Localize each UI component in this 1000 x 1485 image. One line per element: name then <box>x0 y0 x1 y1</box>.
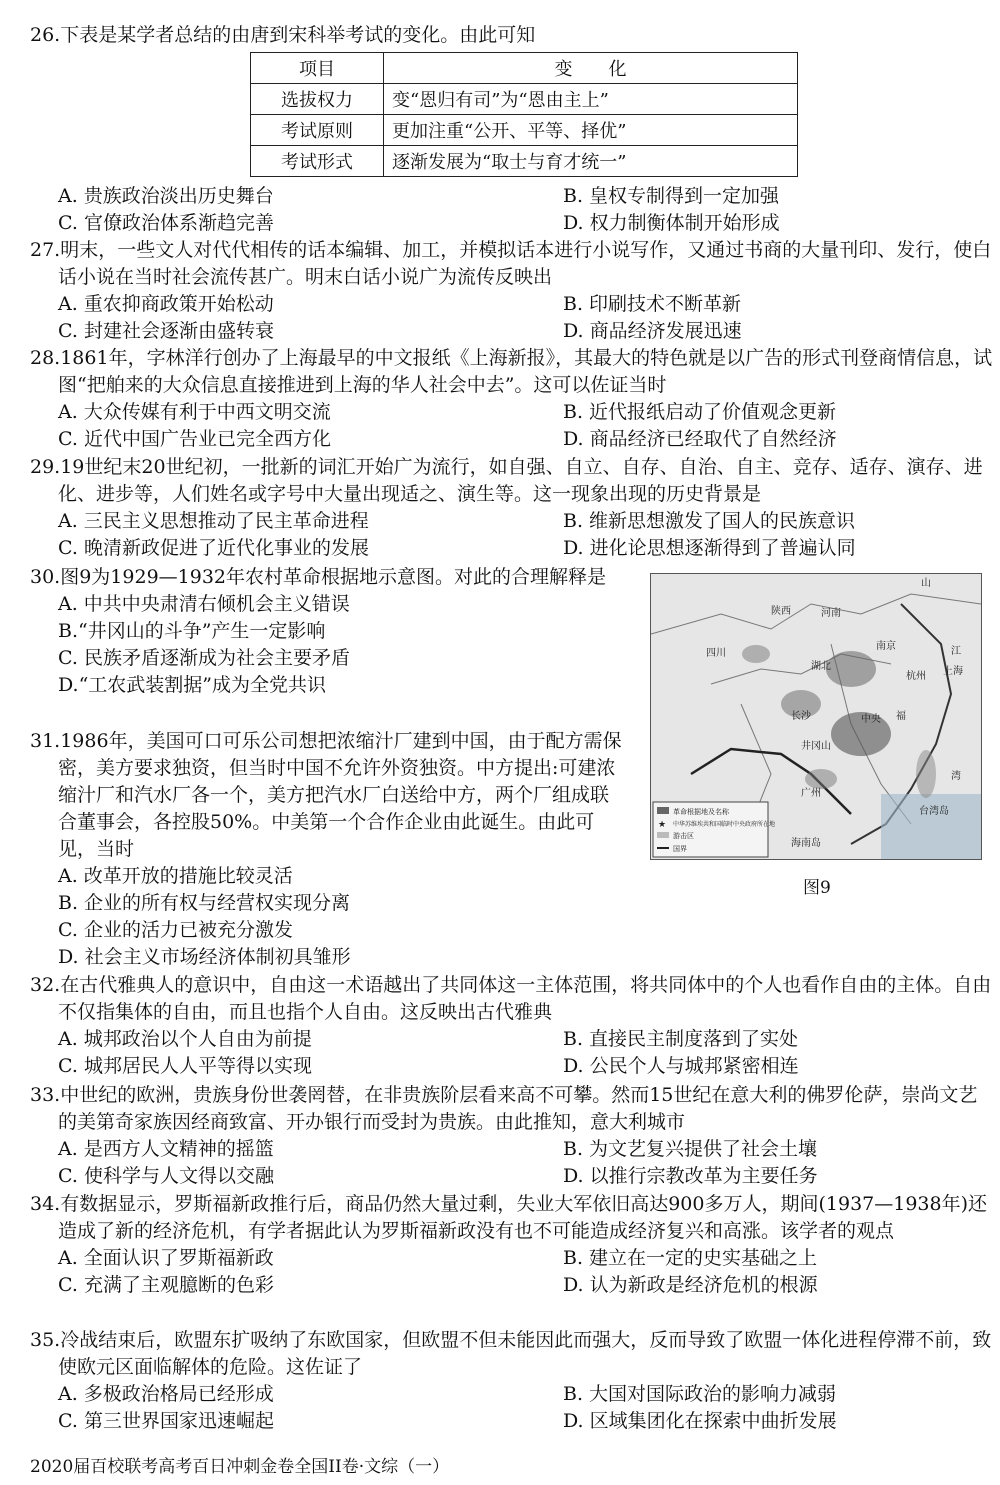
question-stem: 34.有数据显示，罗斯福新政推行后，商品仍然大量过剩，失业大军依旧高达900多万人，期间(1937—1938年)还造成了新的经济危机，有学者据此认为罗斯福新政没有也不可能造成经济复兴和高涨。该学者的观点 <box>30 1193 988 1242</box>
figure-caption: 图9 <box>803 878 831 898</box>
table-cell: 更加注重“公开、平等、择优” <box>384 115 798 146</box>
base-area-map <box>650 573 982 860</box>
option-c[interactable]: C. 近代中国广告业已完全西方化 <box>58 428 331 450</box>
table-cell: 考试形式 <box>251 146 384 177</box>
question-stem: 30.图9为1929—1932年农村革命根据地示意图。对此的合理解释是 <box>30 566 607 588</box>
map-label: 上海 <box>943 666 963 677</box>
option-c[interactable]: C. 充满了主观臆断的色彩 <box>58 1274 274 1296</box>
table-cell: 变“恩归有司”为“恩由主上” <box>384 84 798 115</box>
option-b[interactable]: B. 维新思想激发了国人的民族意识 <box>563 510 856 532</box>
option-c[interactable]: C. 晚清新政促进了近代化事业的发展 <box>58 537 369 559</box>
option-d[interactable]: D. 进化论思想逐渐得到了普遍认同 <box>563 537 856 559</box>
option-a[interactable]: A. 城邦政治以个人自由为前提 <box>58 1028 312 1050</box>
question-stem: 27.明末，一些文人对代代相传的话本编辑、加工，并模拟话本进行小说写作，又通过书商的大量刊印、发行，使白话小说在当时社会流传甚广。明末白话小说广为流传反映出 <box>30 239 992 288</box>
option-c[interactable]: C. 企业的活力已被充分激发 <box>58 919 293 941</box>
option-b[interactable]: B. 近代报纸启动了价值观念更新 <box>563 401 837 423</box>
question-35 <box>30 1327 995 1435</box>
question-32 <box>30 972 995 1080</box>
option-c[interactable]: C. 使科学与人文得以交融 <box>58 1165 274 1187</box>
table-header-item: 项目 <box>251 53 384 84</box>
table-header-row <box>251 53 798 84</box>
question-31 <box>30 728 625 971</box>
map-drawing <box>651 574 981 859</box>
option-d[interactable]: D. 区域集团化在探索中曲折发展 <box>563 1410 837 1432</box>
map-label: 中央 <box>861 714 881 725</box>
option-c[interactable]: C. 第三世界国家迅速崛起 <box>58 1410 274 1432</box>
table-cell: 逐渐发展为“取士与育才统一” <box>384 146 798 177</box>
star-icon: ★ <box>658 820 667 830</box>
map-label: 南京 <box>876 641 896 652</box>
table-cell: 考试原则 <box>251 115 384 146</box>
map-label: 杭州 <box>906 671 926 682</box>
option-a[interactable]: A. 大众传媒有利于中西文明交流 <box>58 401 331 423</box>
option-d[interactable]: D. 权力制衡体制开始形成 <box>563 212 780 234</box>
map-label: 海南岛 <box>791 838 821 849</box>
map-label: 陕西 <box>771 606 791 617</box>
table-header-change: 变 化 <box>384 53 798 84</box>
map-label: 湖北 <box>811 661 831 672</box>
question-28 <box>30 345 995 453</box>
option-a[interactable]: A. 中共中央肃清右倾机会主义错误 <box>58 593 350 615</box>
map-label: 山 <box>921 578 931 589</box>
option-d[interactable]: D. 公民个人与城邦紧密相连 <box>563 1055 799 1077</box>
question-stem: 31.1986年，美国可口可乐公司想把浓缩汁厂建到中国，由于配方需保密，美方要求独资，但当时中国不允许外资独资。中方提出:可建浓缩汁厂和汽水厂各一个，美方把汽水厂白送给中方，两个厂组成联合董事会，各控股50%。中美第一个合作企业由此诞生。由此可见，当时 <box>30 730 622 860</box>
option-b[interactable]: B. 皇权专制得到一定加强 <box>563 185 780 207</box>
table-row <box>251 115 798 146</box>
option-b[interactable]: B.“井冈山的斗争”产生一定影响 <box>58 620 326 642</box>
legend-border: 国界 <box>673 845 687 853</box>
option-d[interactable]: D.“工农武装割据”成为全党共识 <box>58 674 327 696</box>
table-cell: 选拔权力 <box>251 84 384 115</box>
question-stem: 35.冷战结束后，欧盟东扩吸纳了东欧国家，但欧盟不但未能因此而强大，反而导致了欧盟一体化进程停滞不前，致使欧元区面临解体的危险。这佐证了 <box>30 1329 992 1378</box>
option-d[interactable]: D. 商品经济发展迅速 <box>563 320 742 342</box>
option-a[interactable]: A. 贵族政治淡出历史舞台 <box>58 185 274 207</box>
legend-base-area: 革命根据地及名称 <box>673 808 729 816</box>
option-d[interactable]: D. 以推行宗教改革为主要任务 <box>563 1165 818 1187</box>
question-26 <box>30 22 995 49</box>
option-b[interactable]: B. 企业的所有权与经营权实现分离 <box>58 892 351 914</box>
legend-central-government: 中华苏维埃共和国临时中央政府所在地 <box>673 821 776 828</box>
question-29 <box>30 454 995 562</box>
map-label: 台湾岛 <box>919 806 949 817</box>
option-a[interactable]: A. 是西方人文精神的摇篮 <box>58 1138 274 1160</box>
option-a[interactable]: A. 改革开放的措施比较灵活 <box>58 865 293 887</box>
page-footer: 2020届百校联考高考百日冲刺金卷全国II卷·文综（一） <box>30 1457 450 1477</box>
option-c[interactable]: C. 城邦居民人人平等得以实现 <box>58 1055 312 1077</box>
question-stem: 32.在古代雅典人的意识中，自由这一术语越出了共同体这一主体范围，将共同体中的个人也看作自由的主体。自由不仅指集体的自由，而且也指个人自由。这反映出古代雅典 <box>30 974 992 1023</box>
map-label: 河南 <box>821 608 841 619</box>
option-c[interactable]: C. 官僚政治体系渐趋完善 <box>58 212 274 234</box>
question-stem: 26.下表是某学者总结的由唐到宋科举考试的变化。由此可知 <box>30 24 536 46</box>
question-26-options <box>30 183 995 237</box>
option-d[interactable]: D. 社会主义市场经济体制初具雏形 <box>58 946 351 968</box>
option-a[interactable]: A. 多极政治格局已经形成 <box>58 1383 274 1405</box>
legend-guerrilla-zone: 游击区 <box>673 832 694 840</box>
option-c[interactable]: C. 封建社会逐渐由盛转衰 <box>58 320 274 342</box>
reform-table <box>250 52 798 177</box>
option-b[interactable]: B. 建立在一定的史实基础之上 <box>563 1247 818 1269</box>
map-label: 湾 <box>951 771 961 782</box>
option-b[interactable]: B. 直接民主制度落到了实处 <box>563 1028 799 1050</box>
question-stem: 28.1861年，字林洋行创办了上海最早的中文报纸《上海新报》，其最大的特色就是以广告的形式刊登商情信息，试图“把舶来的大众信息直接推进到上海的华人社会中去”。这可以佐证当时 <box>30 347 993 396</box>
option-a[interactable]: A. 重农抑商政策开始松动 <box>58 293 274 315</box>
option-d[interactable]: D. 认为新政是经济危机的根源 <box>563 1274 818 1296</box>
question-33 <box>30 1082 995 1190</box>
option-c[interactable]: C. 民族矛盾逐渐成为社会主要矛盾 <box>58 647 350 669</box>
option-b[interactable]: B. 大国对国际政治的影响力减弱 <box>563 1383 837 1405</box>
map-label: 井冈山 <box>801 741 831 752</box>
option-b[interactable]: B. 印刷技术不断革新 <box>563 293 742 315</box>
option-a[interactable]: A. 三民主义思想推动了民主革命进程 <box>58 510 369 532</box>
question-stem: 33.中世纪的欧洲，贵族身份世袭罔替，在非贵族阶层看来高不可攀。然而15世纪在意大利的佛罗伦萨，崇尚文艺的美第奇家族因经商致富、开办银行而受封为贵族。由此推知，意大利城市 <box>30 1084 978 1133</box>
map-label: 江 <box>951 646 961 657</box>
question-34 <box>30 1191 995 1299</box>
map-label: 四川 <box>706 648 726 659</box>
question-30 <box>30 564 625 699</box>
table-row <box>251 146 798 177</box>
map-label: 广州 <box>801 788 821 799</box>
map-label: 福 <box>896 711 906 722</box>
table-row <box>251 84 798 115</box>
map-label: 长沙 <box>791 711 811 722</box>
option-a[interactable]: A. 全面认识了罗斯福新政 <box>58 1247 274 1269</box>
question-27 <box>30 237 995 345</box>
option-d[interactable]: D. 商品经济已经取代了自然经济 <box>563 428 837 450</box>
option-b[interactable]: B. 为文艺复兴提供了社会土壤 <box>563 1138 818 1160</box>
question-stem: 29.19世纪末20世纪初，一批新的词汇开始广为流行，如自强、自立、自存、自治、自主、竞存、适存、演存、进化、进步等，人们姓名或字号中大量出现适之、演生等。这一现象出现的历史背景是 <box>30 456 983 505</box>
